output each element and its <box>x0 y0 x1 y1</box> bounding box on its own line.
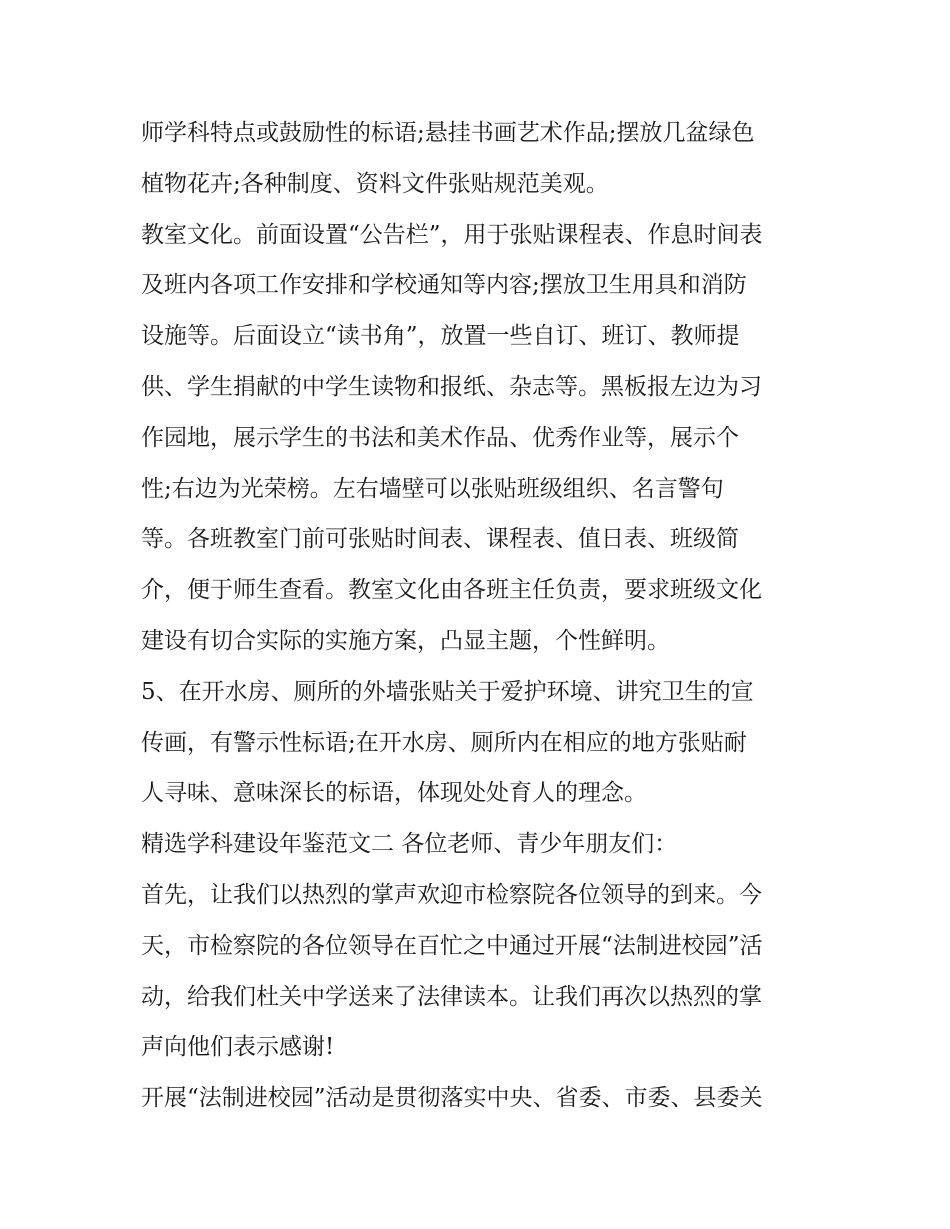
text-line: 植物花卉;各种制度、资料文件张贴规范美观。 <box>141 170 609 197</box>
text-line: 作园地，展示学生的书法和美术作品、优秀作业等，展示个 <box>141 424 739 451</box>
text-line: 教室文化。前面设置“公告栏”，用于张贴课程表、作息时间表 <box>141 221 763 248</box>
text-line: 师学科特点或鼓励性的标语;悬挂书画艺术作品;摆放几盆绿色 <box>141 120 755 146</box>
text-line: 建设有切合实际的实施方案，凸显主题，个性鲜明。 <box>141 627 670 654</box>
text-line: 5、在开水房、厕所的外墙张贴关于爱护环境、讲究卫生的宣 <box>141 678 754 705</box>
text-line: 设施等。后面设立“读书角”，放置一些自订、班订、教师提 <box>141 323 740 350</box>
text-line: 首先，让我们以热烈的掌声欢迎市检察院各位领导的到来。今 <box>141 881 762 908</box>
text-line: 及班内各项工作安排和学校通知等内容;摆放卫生用具和消防 <box>141 272 747 299</box>
section-heading-line: 精选学科建设年鉴范文二 各位老师、青少年朋友们： <box>141 831 678 858</box>
text-line: 介，便于师生查看。教室文化由各班主任负责，要求班级文化 <box>141 577 762 604</box>
text-line: 声向他们表示感谢! <box>141 1034 335 1061</box>
text-line: 开展“法制进校园”活动是贯彻落实中央、省委、市委、县委关 <box>141 1085 763 1112</box>
text-line: 动，给我们杜关中学送来了法律读本。让我们再次以热烈的掌 <box>141 983 762 1010</box>
text-line: 性;右边为光荣榜。左右墙壁可以张贴班级组织、名言警句 <box>141 475 724 502</box>
document-body <box>141 108 841 1124</box>
text-line: 人寻味、意味深长的标语，体现处处育人的理念。 <box>141 780 647 807</box>
text-line: 供、学生捐献的中学生读物和报纸、杂志等。黑板报左边为习 <box>141 373 762 400</box>
text-line: 等。各班教室门前可张贴时间表、课程表、值日表、班级简 <box>141 526 739 553</box>
text-line: 天，市检察院的各位领导在百忙之中通过开展“法制进校园”活 <box>141 932 763 959</box>
text-line: 传画，有警示性标语;在开水房、厕所内在相应的地方张贴耐 <box>141 729 747 756</box>
